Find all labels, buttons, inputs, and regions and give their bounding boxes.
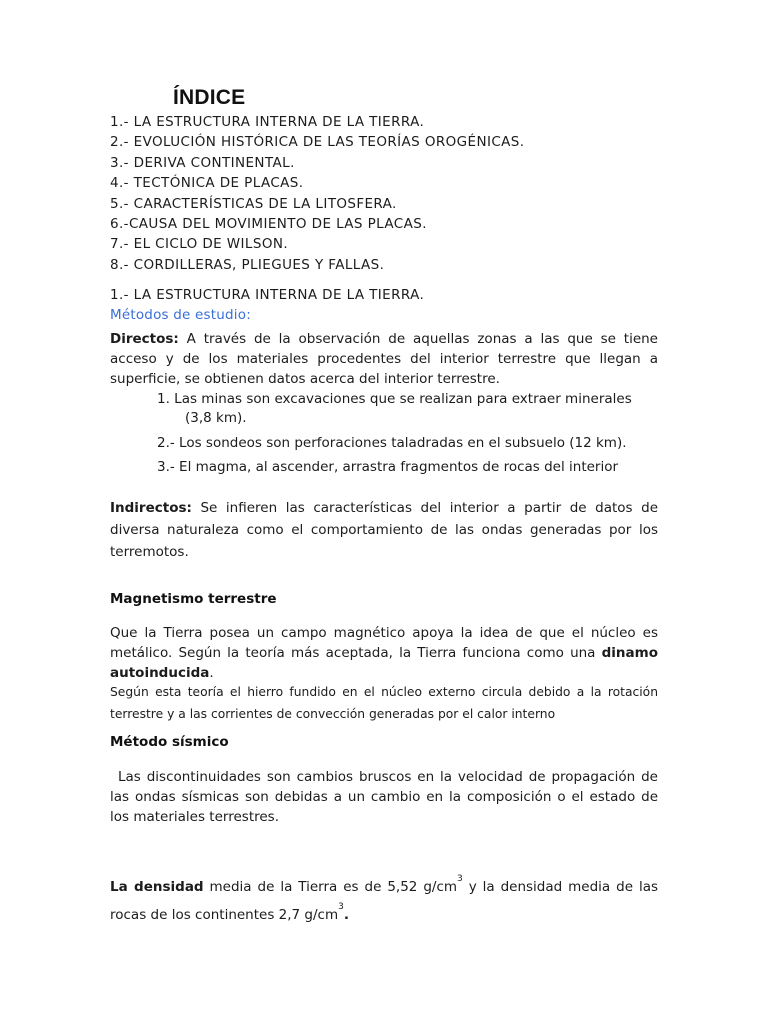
magnetismo-heading: Magnetismo terrestre xyxy=(110,591,277,607)
methods-subheading: Métodos de estudio: xyxy=(110,307,251,323)
toc-item: 3.- DERIVA CONTINENTAL. xyxy=(110,154,295,171)
indirectos-text: Se infieren las características del interior a partir de datos de diversa naturaleza como el comportamiento de las ondas generadas por los terremotos. xyxy=(110,500,658,560)
toc-item: 1.- LA ESTRUCTURA INTERNA DE LA TIERRA. xyxy=(110,114,425,130)
densidad-label: La densidad xyxy=(110,879,204,895)
toc-item: 2.- EVOLUCIÓN HISTÓRICA DE LAS TEORÍAS OROGÉNICAS. xyxy=(110,134,525,151)
section-heading: 1.- LA ESTRUCTURA INTERNA DE LA TIERRA. xyxy=(110,287,425,303)
page-title: ÍNDICE xyxy=(173,86,246,109)
directos-paragraph xyxy=(110,329,658,389)
sismico-paragraph: Las discontinuidades son cambios bruscos en la velocidad de propagación de las ondas sísmicas son debidas a un cambio en la composición o el estado de los materiales terrestres. xyxy=(110,769,658,825)
densidad-end: . xyxy=(343,907,349,923)
magnetismo-bold: dinamo autoinducida xyxy=(110,645,658,681)
indirectos-label: Indirectos: xyxy=(110,500,192,516)
magnetismo-end: . xyxy=(209,665,214,681)
magnetismo-text: Que la Tierra posea un campo magnético apoya la idea de que el núcleo es metálico. Según la teoría más aceptada, la Tierra funciona como una xyxy=(110,625,658,661)
densidad-text2: y la densidad media de las rocas de los continentes 2,7 g/cm xyxy=(110,879,659,923)
list-item: 3.- El magma, al ascender, arrastra fragmentos de rocas del interior xyxy=(157,459,619,475)
directos-text: A través de la observación de aquellas zonas a las que se tiene acceso y de los materiales procedentes del interior terrestre que llegan a superficie, se obtienen datos acerca del interior terrestre. xyxy=(110,331,658,387)
indirectos-paragraph xyxy=(110,497,658,563)
toc-item: 5.- CARACTERÍSTICAS DE LA LITOSFERA. xyxy=(110,195,397,212)
densidad-sup1: 3 xyxy=(457,874,463,884)
toc-item: 7.- EL CICLO DE WILSON. xyxy=(110,236,289,253)
method-minas-line1: 1. Las minas son excavaciones que se realizan para extraer minerales xyxy=(157,391,632,407)
toc-item: 8.- CORDILLERAS, PLIEGUES Y FALLAS. xyxy=(110,256,385,273)
table-of-contents xyxy=(110,112,524,275)
method-minas-line2: (3,8 km). xyxy=(185,410,247,426)
magnetismo-paragraph xyxy=(110,623,658,683)
directos-label: Directos: xyxy=(110,331,179,347)
toc-item: 6.-CAUSA DEL MOVIMIENTO DE LAS PLACAS. xyxy=(110,216,427,233)
direct-methods-list xyxy=(157,390,662,477)
list-item: 2.- Los sondeos son perforaciones taladradas en el subsuelo (12 km). xyxy=(157,435,627,451)
toc-item: 4.- TECTÓNICA DE PLACAS. xyxy=(110,175,304,192)
densidad-text1: media de la Tierra es de 5,52 g/cm xyxy=(203,879,458,895)
densidad-paragraph xyxy=(110,873,658,929)
list-item xyxy=(157,390,662,428)
densidad-sup2: 3 xyxy=(338,902,344,912)
sismico-heading: Método sísmico xyxy=(110,734,229,750)
magnetismo-note: Según esta teoría el hierro fundido en el núcleo externo circula debido a la rotación terrestre y a las corrientes de convección generadas por el calor interno xyxy=(110,685,658,721)
